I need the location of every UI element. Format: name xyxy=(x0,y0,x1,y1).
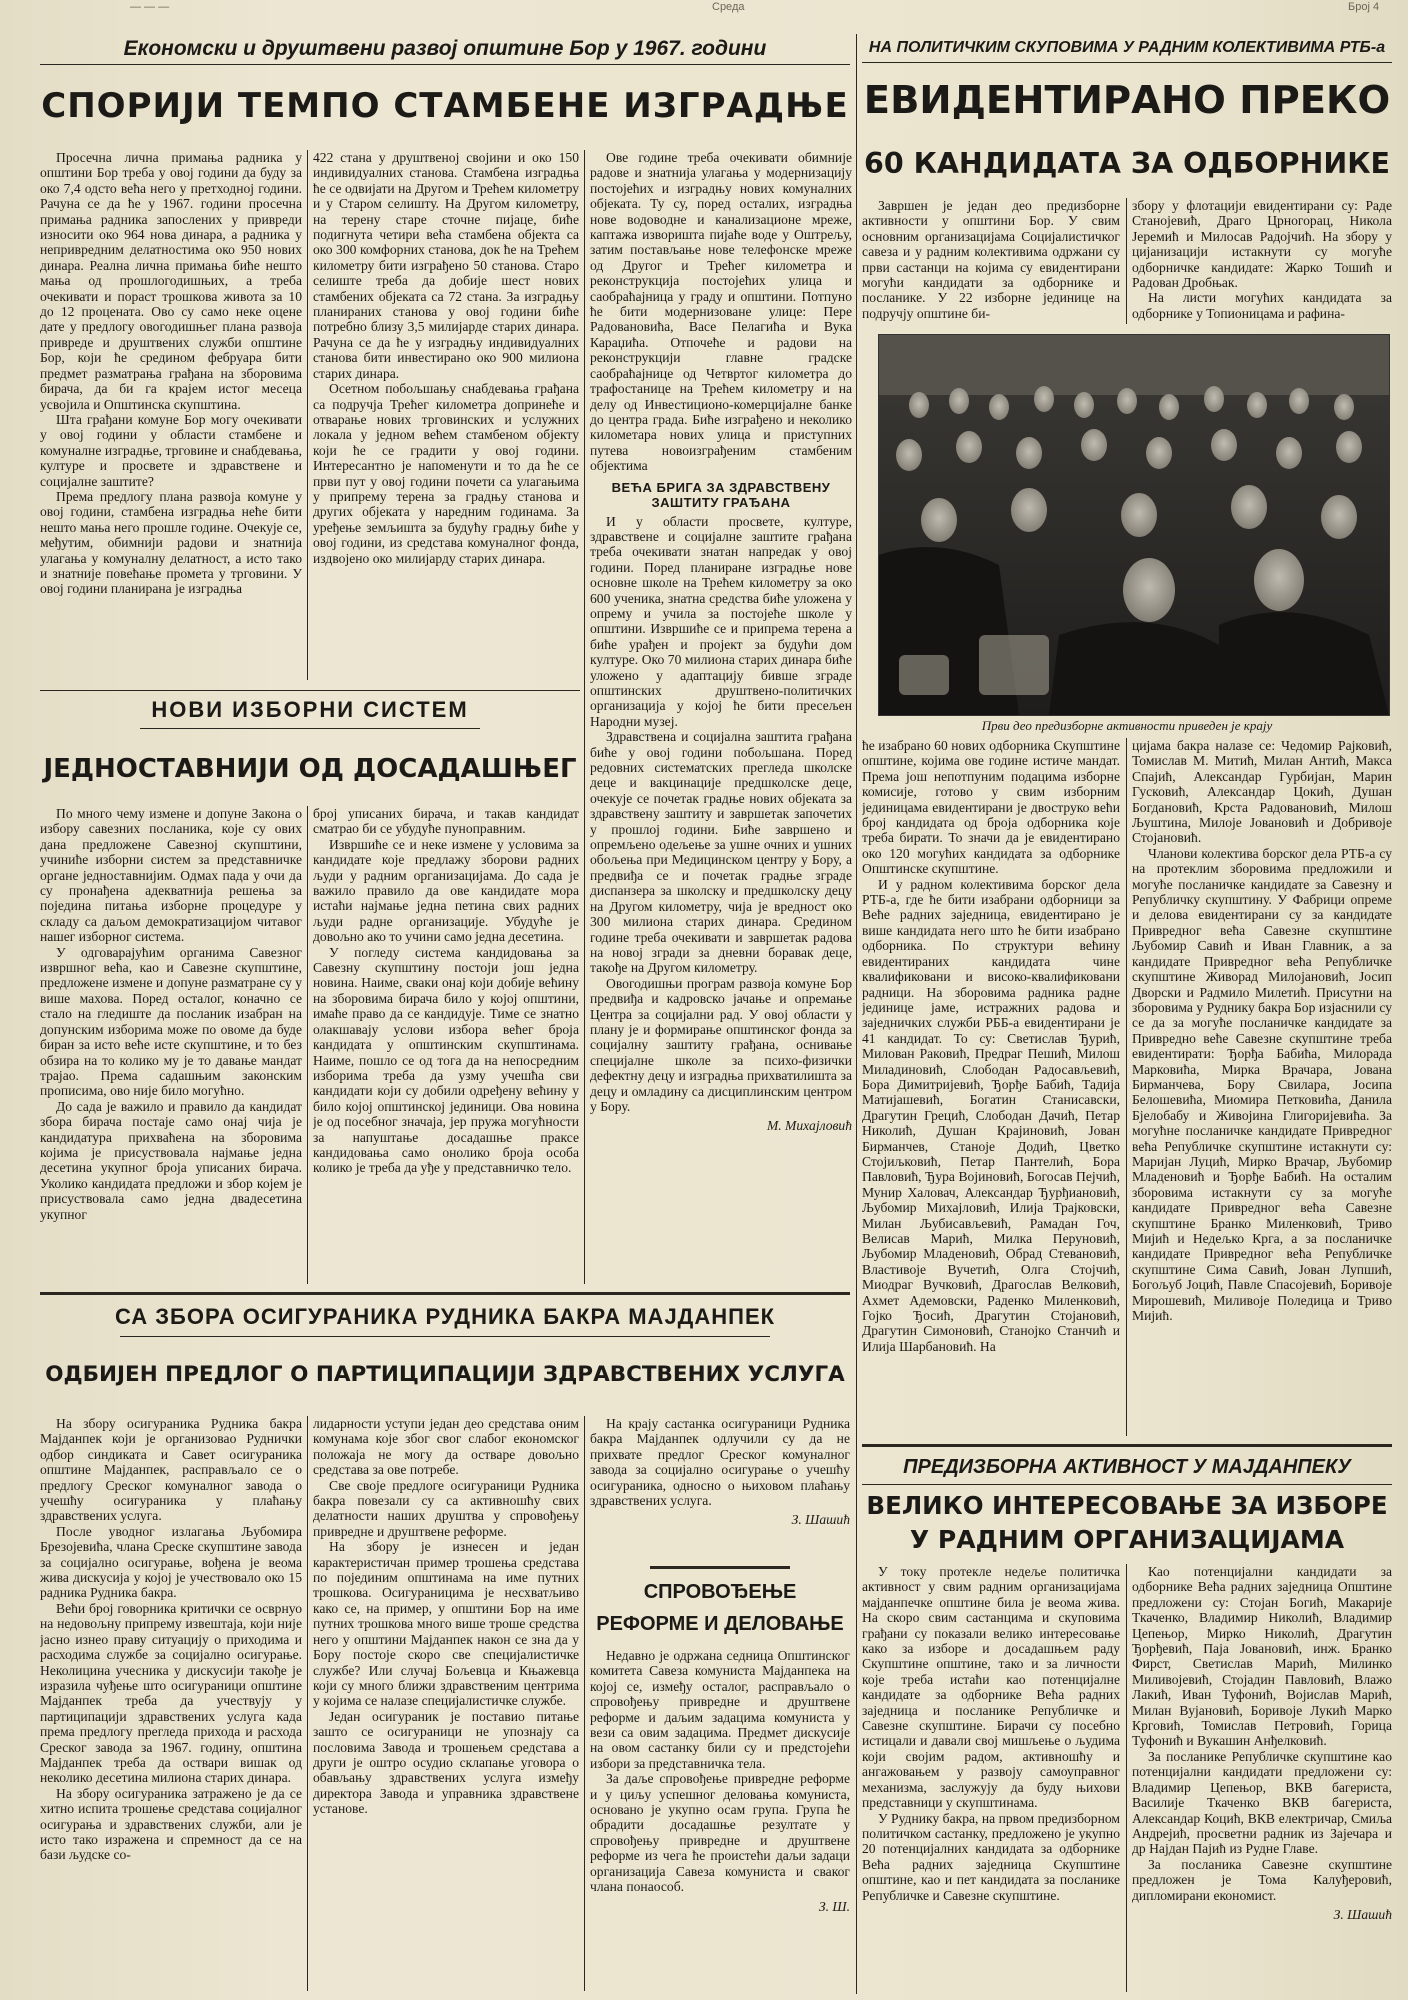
article1-col3 xyxy=(590,150,852,1284)
box-signature: З. Ш. xyxy=(818,1898,850,1914)
article1-col2 xyxy=(313,150,579,680)
right-article1-col2-p2: Чланови колектива борског дела РТБ-а су на протеклим зборовима предложили и могуће посланичке кандидате за Савезну и Републичку скупштину. У Фабрици опреме и делова евидентирани су за кандидате Привредног већа Савезне скупштине Љубомир Савић и Иван Главник, а за кандидате Привредног већа Републичке скупштине Живорад Милојановић, Јосип Дворски и Радмило Милетић. Присутни на зборовима у Руднику бакра Бор изјаснили су се да за могуће посланичке кандидате за Привредно веће Савезне скупштине треба евидентирати: Ђорђа Бабића, Милорада Марковића, Мирка Врачара, Јована Бирманчева, Бору Свилара, Јосипа Белошевића, Миомира Петковића, Данила Бјелобабу и Живојина Глигоријевића. За могућне посланичке кандидате Привредног већа Републичке скупштине истакнути су: Маријан Луцић, Мирко Врачар, Љубомир Младеновић и Ђорђе Бабић. На осталим зборовима истакнути су за могуће кандидате Привредног већа Савезне скупштине Бранко Миленковић, Триво Мијић и Недељко Крга, а за посланичке кандидате Привредног већа Републичке скупштине Сима Савић, Јован Лупшић, Богољуб Јоцић, Павле Спасојевић, Боривоје Мирошевић, Миливоје Поледица и Триво Мијић. xyxy=(1132,845,1392,1324)
article2-kicker: НОВИ ИЗБОРНИ СИСТЕМ xyxy=(151,697,469,722)
article2-col2-p3: У погледу система кандидовања за Савезну скупштину постоји још једна новина. Наиме, сваки онај који добије већину на зборовима бирача било у којој општини, имаће право да се кандидује. Тиме се знатно олакшавају услови избора већег броја кандидата у општинским скупштинама. Наиме, пошло се од тога да на непосредним изборима треба да узму учешћа сви кандидати који су добили одређену већину у било којој општинској јединици. Ова новина је од посебног значаја, јер пружа могућности за напуштање досадашње праксе кандидовања само онолико броја особа колико је треба да уђе у представничко тело. xyxy=(313,944,579,1176)
article3-kicker: СА ЗБОРА ОСИГУРАНИКА РУДНИКА БАКРА МАЈДАНПЕК xyxy=(114,1304,776,1329)
article3-col3-signature: З. Шашић xyxy=(791,1512,850,1528)
article2-col1-p2: У одговарајућим органима Савезног извршног већа, као и Савезне скупштине, предложене измене и допуне разматране су у више махова. Поред осталог, коначно се стало на гледиште да посланик изабран на допунским изборима може по овоме да буде биран за исто веће исте скупштине, и то без обзира на то колико му је то давање мандат трајао. Према садашњим законским прописима, ово није било могућно. xyxy=(40,944,302,1099)
article3-col2-p3: На збору је изнесен и један карактеристичан пример трошења средстава по појединим општинама на име путних трошкова. Осигураницима је несхватљиво како се, на пример, у општини Бор на име путних трошкова много више троше средства него у општини Мајданпек након се зна да у Бору постоје скоро све специјалистичке службе? Или случај Бољевца и Књажевца који су много ближи здравственим центрима у којима се налазе специјалистичке службе. xyxy=(313,1539,579,1709)
article1-col3-subhead: ВЕЋА БРИГА ЗА ЗДРАВСТВЕНУ ЗАШТИТУ ГРАЂАНА xyxy=(611,479,831,510)
right-article2-kicker: ПРЕДИЗБОРНА АКТИВНОСТ У МАЈДАНПЕКУ xyxy=(903,1456,1351,1478)
article2-col2 xyxy=(313,806,579,1286)
article1-col3-p4: Овогодишњи програм развоја комуне Бор предвиђа и кадровско јачање и опремање Центра за социјални рад. У овој области у плану је и формирање општинског фонда за социјалну заштиту грађана, оснивање специјалне школе за психо-физички дефектну децу и изградња прихватилишта за децу и омладину са дисциплинским центром у Бору. xyxy=(590,975,852,1114)
right-article1-col1-p2: И у радном колективима борског дела РТБ-а, где ће бити изабрани одборници за Веће радних заједница, евидентирано је више кандидата него што ће бити изабрано одборника. По структури већину евидентираних кандидата чине квалификовани и високо-квалификовани радници. На зборовима радника радне јединице јаме, истражних радова и заједничких служби РББ-а евидентирани је 41 кандидат. То су: Светислав Ђурић, Милован Раковић, Предраг Пешић, Милош Миладиновић, Слободан Радосављевић, Бора Димитријевић, Ђорђе Бабић, Тадија Матијашевић, Богатин Станисавски, Драгутин Грецић, Слободан Дачић, Петар Николић, Душан Крајиновић, Јован Бирманчев, Станоје Додић, Цветко Стојиљковић, Петар Пантелић, Бора Павловић, Ђура Војиновић, Богосав Пејчић, Мунир Халовач, Александар Ђурђиановић, Љубомир Михајловић, Илија Трајковски, Милан Љубисављевић, Рамадан Гоч, Велисав Марић, Милка Перуновић, Љубомир Младеновић, Обрад Стевановић, Властивоје Вучетић, Олга Стојчић, Миодраг Вучковић, Драгослав Велковић, Ахмет Адемовски, Раденко Миленковић, Гојко Ђосић, Драгутин Стојановић, Драгутин Симоновић, Станојко Станчић и Илија Шарбановић. На xyxy=(862,876,1120,1354)
box-text-p1: Недавно је одржана седница Општинског комитета Савеза комуниста Мајданпека на којој се, између осталог, расправљало о спровођењу привредне и друштвене реформе и даљим задацима комуниста у вези са овим задацима. Предмет дискусије на овом састанку били су и предстојећи избори за представничка тела. xyxy=(590,1648,850,1771)
right-article2-col2-p1: Као потенцијални кандидати за одборнике Већа радних заједница Општине предложени су: Стојан Богић, Макарије Ткаченко, Владимир Николић, Владимир Цепењор, Мирко Николић, Драгутин Ђорђевић, Паја Јовановић, инж. Бранко Фирст, Светислав Марић, Милинко Миливојевић, Стојадин Павловић, Влажо Лакић, Иван Туфонић, Војислав Марић, Милан Вујановић, Боривоје Лукић Марко Крговић, Томислав Петровић, Горица Туфонић и Вукашин Анђелковић. xyxy=(1132,1564,1392,1749)
article3-col1 xyxy=(40,1416,302,1991)
article1-col1-p1: Просечна лична примања радника у општини Бор треба у овој години да буду за око 7,4 одсто већа него у претходној години. Рачуна се да ће у 1967. години просечна примања радника запослених у привреди износити око 964 нова динара, а радника у непривредним делатностима око 950 нових динара. Реална лична примања биће нешто мања од прошлогодишњих, а треба очекивати и пораст трошкова живота за 10 до 12 процената. Ово су само неке оцене дате у предлогу овогодишњег плана развоја привреде и друштвених служби општине Бор, који ће средином фебруара бити предмет разматрања грађана на зборовима бирача, да би га крајем истог месеца усвојила и Општинска скупштина. xyxy=(40,150,302,412)
right-article2-col1-p2: У Руднику бакра, на првом предизборном политичком састанку, предложено је укупно 20 потенцијалних кандидата за одборнике Већа радних заједница Скупштине општине, као и пет кандидата за посланике Републичке и Савезне скупштине. xyxy=(862,1810,1120,1903)
right-article1-rule xyxy=(1126,738,1127,1436)
right-article2-col2-p3: За посланика Савезне скупштине предложен је Тома Калуђеровић, дипломирани економист. xyxy=(1132,1856,1392,1903)
article3-headline: ОДБИЈЕН ПРЕДЛОГ О ПАРТИЦИПАЦИЈИ ЗДРАВСТВЕНИХ УСЛУГА xyxy=(45,1362,845,1387)
article3-kicker-rule xyxy=(120,1336,770,1337)
article3-col3-p1: На крају састанка осигураници Рудника бакра Мајданпек одлучили су да не прихвате предлог Среског комуналног завода за социјално осигурање о учешћу осигураника, односно о њиховом плаћању здравствених услуга. xyxy=(590,1416,850,1509)
article3-col2 xyxy=(313,1416,579,1991)
article1-kicker: Економски и друштвени развој општине Бор у 1967. години xyxy=(123,37,767,60)
article2-headline: ЈЕДНОСТАВНИЈИ ОД ДОСАДАШЊЕГ xyxy=(43,754,577,784)
right-article2-top-rule xyxy=(862,1444,1392,1447)
article1-rule-b xyxy=(584,150,585,1284)
right-article1-kicker: НА ПОЛИТИЧКИМ СКУПОВИМА У РАДНИМ КОЛЕКТИВИМА РТБ-а xyxy=(868,39,1386,56)
article2-col2-p2: Извршиће се и неке измене у условима за кандидате које предлажу зборови радних људи у радним организацијама. До сада је важило правило да ове кандидате мора истаћи најмање једна петина свих радних људи радне организације. Убудуће је довољно ако то учини само једна десетина. xyxy=(313,836,579,945)
article2-col1 xyxy=(40,806,302,1286)
article1-rule-a xyxy=(307,150,308,680)
article2-col1-p1: По много чему измене и допуне Закона о избору савезних посланика, које су ових дана предложене Савезној скупштини, учиниће изборни систем за представничке органе једноставнијим. Одмах пада у очи да су пронађена адекватнија решења за поједина питања изборне процедуре у складу са даљом демократизацијом читавог нашег изборног система. xyxy=(40,806,302,945)
article1-col3-p1: Ове године треба очекивати обимније радове и знатнија улагања у модернизацију постојећих и изградњу нових комуналних објеката. Ту су, поред осталих, изградња нове водоводне и канализационе мреже, каптажа изворишта пијаће воде у Оштрељу, затим постављање нове телефонске мреже од Другог и Трећег километра и реконструкција постојећих улица и саобраћајница у граду и општини. Потпуно ће бити модернизоване улице: Пере Радовановића, Васе Пелагића и Вука Караџића. Отпочеће и радови на реконструкцији главне градске саобраћајнице од Четвртог километра до трафостанице на Трећем километру и на делу од Инвестиционо-комерцијалне банке до центра града. Биће изграђено и неколико километара нових улица и приступних путева новоизграђеним стамбеним објектима xyxy=(590,150,852,474)
right-article1-rule-top xyxy=(1126,198,1127,324)
right-article1-col2 xyxy=(1132,738,1392,1436)
right-article2-kicker-rule xyxy=(862,1484,1392,1485)
right-article1-col2-top xyxy=(1132,198,1392,324)
meeting-photo xyxy=(878,334,1390,716)
article2-rule xyxy=(307,806,308,1284)
article1-col3-p2: И у области просвете, културе, здравствене и социјалне заштите грађана треба очекивати знатан напредак у овој години. Поред планиране изградње нове основне школе на Трећем километру за око 600 ученика, знатна средства биће уложена у опрему и учила за постојеће школе у општини. Извршиће се и припрема терена а биће урађен и пројект за будући дом културе. Око 70 милиона старих динара биће уложено у адаптацију бивше зграде општинских друштвено-политичких организација у којој ће бити пресељен Народни музеј. xyxy=(590,513,852,729)
article1-col3-p3: Здравствена и социјална заштита грађана биће у овој години побољшана. Поред редовних систематских прегледа школске деце и вакцинације предшколске деце, очекује се почетак градње нових објеката за здравствену заштиту и завршетак започетих у прошлој години. Биће завршено и опремљено одељење за ушне очних и ушних обољења при Медицинском центру у Бору, а предвиђа се и почетак градње зграде диспанзера за школску и предшколску децу на Другом километру, чија је вредност око 300 милиона старих динара. Средином године треба очекивати и завршетак радова на новој згради за дневни боравак деце, такође на Другом километру. xyxy=(590,729,852,976)
top-strip-mid: Среда xyxy=(712,1,745,13)
article3-rule-b xyxy=(584,1416,585,1991)
right-article2-title2: У РАДНИМ ОРГАНИЗАЦИЈАМА xyxy=(909,1525,1345,1554)
box-top-rule xyxy=(650,1566,790,1569)
article3-col3 xyxy=(590,1416,850,1576)
article2-col1-p3: До сада је важило и правило да кандидат зборa бирача постаје само онај чија је кандидатура прихваћена на зборовима којима је присуствовала најмање једна десетина укупног броја уписаних бирача. Уколико кандидата предложи и збор којем је присуствовала само једна двадесетина укупног xyxy=(40,1098,302,1222)
right-article1-kicker-rule xyxy=(862,62,1392,63)
article2-kicker-rule xyxy=(140,728,480,729)
right-article2-col2-p2: За посланике Републичке скупштине као потенцијални кандидати предложени су: Владимир Цепењор, ВКВ багериста, Василије Ткаченко ВКВ багериста, Александар Коцић, ВКВ електричар, Смиља Андрејић, просветни радник из Зајечара и др Најдан Пајић из Рудне Главе. xyxy=(1132,1748,1392,1857)
article1-kicker-rule xyxy=(40,64,850,65)
right-article1-col1-p1: ће изабрано 60 нових одборника Скупштине општине, којима ове године истиче мандат. Према још непотпуним подацима изборне комисије, готово у свим изборним јединицама евидентирани је двоструко већи број кандидата од броја одборника које треба бирати. То значи да је евидентирано око 120 могућих кандидата за одборнике Општинске скупштине. xyxy=(862,738,1120,877)
article3-col2-p4: Један осигураник је поставио питање зашто се осигураници не упознају са пословима Завода и трошењем средстава а други је оштро осудио склапање уговора о обављању здравствених услуга између директора Завода и управника здравствене установе. xyxy=(313,1708,579,1817)
article1-signature: М. Михајловић xyxy=(766,1118,852,1134)
article1-col2-p1: 422 стана у друштвеној својини и око 150 индивидуалних станова. Стамбена изградња ће се одвијати на Другом и Трећем километру и у Старом селишту. На Другом километру, на терену старе сточне пијаце, биће подигнута четири већа стамбена објекта са око 300 комфорних станова, док ће на Трећем километру бити изграђено 50 станова. Старо селиште треба да добије шест нових стамбених објеката са 72 стана. За изградњу планираних станова у овој години биће потребно близу 3,5 милијарде старих динара. Рачуна се да ће у изградњу индивидуалних станова бити инвестирано око 900 милиона старих динара. xyxy=(313,150,579,381)
right-article1-col2-top-p1: збору у флотацији евидентирани су: Раде Станојевић, Драго Црногорац, Никола Јеремић и Милосав Радојчић. На збору у цијанизацији истакнути су могуће одборничке кандидате: Жарко Тошић и Радован Дробњак. xyxy=(1132,198,1392,291)
top-strip xyxy=(0,0,1408,16)
right-article1-col1 xyxy=(862,738,1120,1436)
article1-col1 xyxy=(40,150,302,680)
right-article1-col2-top-p2: На листи могућих кандидата за одборнике у Топионицама и рафина- xyxy=(1132,290,1392,321)
right-article2-rule xyxy=(1126,1564,1127,1992)
article3-rule-a xyxy=(307,1416,308,1991)
article1-col1-p2: Шта грађани комуне Бор могу очекивати у овој години у области стамбене и комуналне изградње, трговине и снабдевања, културе и просвете и здравствене и социјалне заштите? xyxy=(40,411,302,489)
top-strip-right: Број 4 xyxy=(1348,1,1380,13)
article3-col2-p2: Све своје предлоге осигураници Рудника бакра повезали су са активношћу свих делатности наших друштва у спровођењу привредне и друштвене реформе. xyxy=(313,1477,579,1539)
article3-col1-p3: Већи број говорника критички се осврнуо на недовољну припрему извештаја, који није јасно изнео праву ситуацију о приходима и расходима службе за социјално осигурање. Неколицина учесника у дискусији такође је изразила чуђење што осигураници општине Мајданпек треба да учествују у партиципацији здравствених услуга када према предлогу прегледа прихода и расхода Среског завода за 1967. годину, општина Мајданпек треба да оствари вишак од неколико десетина милиона старих динара. xyxy=(40,1600,302,1786)
box-text xyxy=(590,1648,850,1991)
top-strip-left: — — — xyxy=(130,1,170,13)
right-article2-title1: ВЕЛИКО ИНТЕРЕСОВАЊЕ ЗА ИЗБОРЕ xyxy=(866,1491,1388,1520)
article1-headline: СПОРИЈИ ТЕМПО СТАМБЕНЕ ИЗГРАДЊЕ xyxy=(41,86,849,126)
main-column-divider xyxy=(856,34,857,1994)
right-article2-col1 xyxy=(862,1564,1120,1992)
box-text-p2: За даље спровођење привредне реформе и у циљу успешног деловања комуниста, основано је укупно осам група. Група ће обрадити досадашње резултате у спровођењу привредне и друштвене реформе из чега ће проистећи даљи задаци организација Савеза комуниста и сваког члана понаособ. xyxy=(590,1771,850,1895)
article3-col2-p1: лидарности уступи један део средстава оним комунама које због свог слабог економског положаја не могу да остваре довољно средстава за ове потребе. xyxy=(313,1416,579,1478)
right-article2-signature: З. Шашић xyxy=(1333,1906,1392,1922)
right-article1-col1-top-p1: Завршен је један део предизборне активности у општини Бор. У свим основним организацијама Социјалистичког савеза и у радним колективима одржани су први састанци на којима су евидентирани могући кандидати за одборнике и посланике. У 22 изборне јединице на подручју општине би- xyxy=(862,198,1120,321)
article3-col1-p1: На збору осигураника Рудника бакра Мајданпек који је организовао Руднички одбор синдиката и Савет осигураника општине Мајданпек, расправљало се о предлогу Среског комуналног завода о учешћу осигураника у плаћању здравствених услуга. xyxy=(40,1416,302,1524)
right-article2-col1-p1: У току протекле недеље политичка активност у свим радним организацијама мајданпечке општине била је веома жива. На скоро свим састанцима и скуповима грађани су показали велико интересовање како за изборе и досадашњем раду Скупштине општине, тако и за личности које треба истаћи као потенцијалне кандидате за одборнике Већа радних заједница и посланике Републичке и Савезне скупштине. Бирачи су посебно истицали и давали свој мишљење о људима који својим радом, активношћу и ангажовањем у развоју самоуправног механизма, заслужују да буду њихови представници у скупштинама. xyxy=(862,1564,1120,1811)
article1-col2-p2: Осетном побољшању снабдевања грађана са подручја Трећег километра допринеће и отварање нових трговинских и услужних локала у једном већем стамбеном објекту који ће се градити у овој години. Интересантно је напоменути и то да ће се први пут у овој години почети са улагањима у припрему терена за градњу станова и других објеката у наредним годинама. За уређење земљишта за будућу градњу биће у овој години, из средстава комуналног фонда, издвојено око милијарду старих динара. xyxy=(313,381,579,566)
article2-col2-p1: броj уписаних бирача, и такав кандидат сматрао би се убудуће пуноправним. xyxy=(313,806,579,837)
photo-caption: Први део предизборне активности приведен је крају xyxy=(981,718,1273,733)
right-article1-title2: 60 КАНДИДАТА ЗА ОДБОРНИКЕ xyxy=(863,147,1391,180)
box-headline: СПРОВОЂЕЊЕ РЕФОРМЕ И ДЕЛОВАЊЕ xyxy=(596,1581,844,1635)
article3-col1-p2: После уводног излагања Љубомира Брезојевића, члана Среске скупштине завода за социјално осигурање, вођена је веома жива дискусија у којој је учествовало око 15 радника Рудника бакра. xyxy=(40,1523,302,1601)
right-article1-col2-p1: цијама бакра налазе се: Чедомир Рајковић, Томислав М. Митић, Милан Антић, Макса Спајић, Александар Гурбијан, Марин Гусковић, Александар Цокић, Душан Богдановић, Крста Радовановић, Милош Љуштина, Милоје Јовановић и Добривоје Стојановић. xyxy=(1132,738,1392,846)
right-article1-title1: ЕВИДЕНТИРАНО ПРЕКО xyxy=(863,78,1391,123)
article1-col1-p3: Према предлогу плана развоја комуне у овој години, стамбена изградња неће бити нешто мања него прошле године. Очекује се, међутим, обимнији радови и знатнија улагања у комуналну делатност, а исто тако и знатније повећање промета у трговини. У овој години планирана је изградња xyxy=(40,488,302,597)
article3-col1-p4: На збору осигураника затражено је да се хитно испита трошење средстава социјалног осигурања и здравствених служби, али је исто тако изражена и спремност да се на бази људске со- xyxy=(40,1785,302,1863)
article3-top-rule xyxy=(40,1292,850,1295)
meeting-photo-image xyxy=(879,335,1389,715)
article2-top-rule xyxy=(40,690,580,691)
right-article2-col2 xyxy=(1132,1564,1392,1992)
right-article1-col1-top xyxy=(862,198,1120,324)
